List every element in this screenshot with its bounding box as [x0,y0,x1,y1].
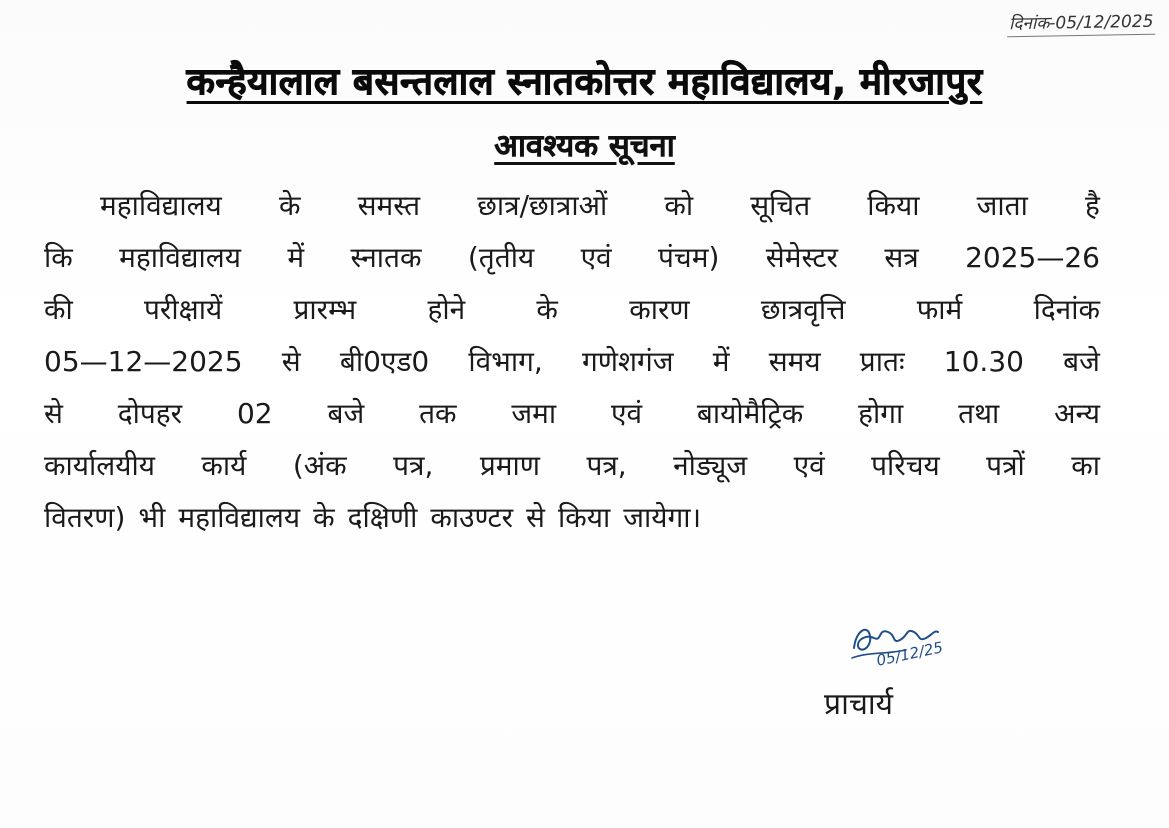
body-word: के [278,189,301,222]
body-word: सत्र [884,241,919,274]
body-word: फार्म [916,293,963,326]
body-word: कार्य [201,449,247,482]
body-word: प्रमाण [479,449,540,482]
body-word: महाविद्यालय [119,241,241,274]
body-word: जायेगा। [623,501,702,534]
body-word: प्रातः [859,345,905,378]
body-word: वितरण) [44,501,126,534]
body-line [44,232,1100,284]
body-word: है [1085,189,1100,222]
body-word: (तृतीय [467,241,535,274]
body-word: जमा [511,397,557,430]
body-word: कार्यालयीय [44,449,155,482]
body-word: किया [557,501,611,534]
body-line [44,284,1100,336]
body-word: महाविद्यालय [178,501,301,534]
body-word: के [313,501,335,534]
body-word: होने [427,293,466,326]
body-word: में [712,345,730,378]
body-word: विभाग, [468,345,543,378]
body-word: एवं [793,449,825,482]
body-word: नोड्यूज [673,449,748,482]
body-line [44,336,1100,388]
body-word: एवं [611,397,643,430]
body-word: परिचय [871,449,940,482]
body-word: सूचित [750,189,811,222]
body-word: से [44,397,63,430]
body-word: 2025—26 [965,241,1100,274]
body-word: छात्रवृत्ति [760,293,846,326]
body-line [44,388,1100,440]
body-word: 05—12—2025 [44,345,243,378]
body-word: महाविद्यालय [100,189,222,222]
body-word: होगा [858,397,904,430]
notice-heading: आवश्यक सूचना [494,128,675,164]
body-word: छात्र/छात्राओं [477,189,608,222]
body-word: बजे [1063,345,1100,378]
body-word: सेमेस्टर [765,241,838,274]
body-word: एवं [580,241,612,274]
body-word: पत्र, [393,449,434,482]
body-word: के [536,293,558,326]
body-word: 10.30 [943,345,1024,378]
body-word: भी [138,501,166,534]
body-word: किया [867,189,920,222]
signature-date: 05/12/25 [874,638,945,670]
body-word: तथा [958,397,1000,430]
body-word: (अंक [292,449,347,482]
body-word: काउण्टर [430,501,514,534]
body-word: प्रारम्भ [293,293,357,326]
body-word: 02 [236,397,273,430]
body-word: का [1071,449,1100,482]
body-word: कारण [629,293,690,326]
body-word: बी0एड0 [339,345,430,378]
principal-designation: प्राचार्य [824,687,894,722]
body-line [44,440,1100,492]
body-word: दिनांक [1033,293,1100,326]
body-word: समय [768,345,821,378]
college-title: कन्हैयालाल बसन्तलाल स्नातकोत्तर महाविद्यालय, मीरजापुर [186,60,983,103]
body-word: बजे [327,397,365,430]
body-word: को [664,189,694,222]
body-word: पंचम) [658,241,720,274]
body-word: बायोमैट्रिक [696,397,804,430]
body-word: परीक्षायें [144,293,223,326]
body-word: पत्र, [586,449,627,482]
body-line [44,180,1100,232]
body-word: समस्त [357,189,421,222]
notice-body [44,180,1100,544]
body-word: कि [44,241,73,274]
body-word: जाता [976,189,1028,222]
body-word: अन्य [1054,397,1100,430]
body-word: दोपहर [117,397,183,430]
body-word: दक्षिणी [347,501,418,534]
body-word: से [526,501,545,534]
body-word: पत्रों [986,449,1025,482]
body-word: तक [419,397,457,430]
body-word: की [44,293,73,326]
body-word: स्नातक [350,241,422,274]
body-word: में [287,241,305,274]
handwritten-date: दिनांक-05/12/2025 [1006,9,1155,38]
body-word: गणेशगंज [581,345,674,378]
body-word: से [281,345,301,378]
body-line [44,492,1100,544]
